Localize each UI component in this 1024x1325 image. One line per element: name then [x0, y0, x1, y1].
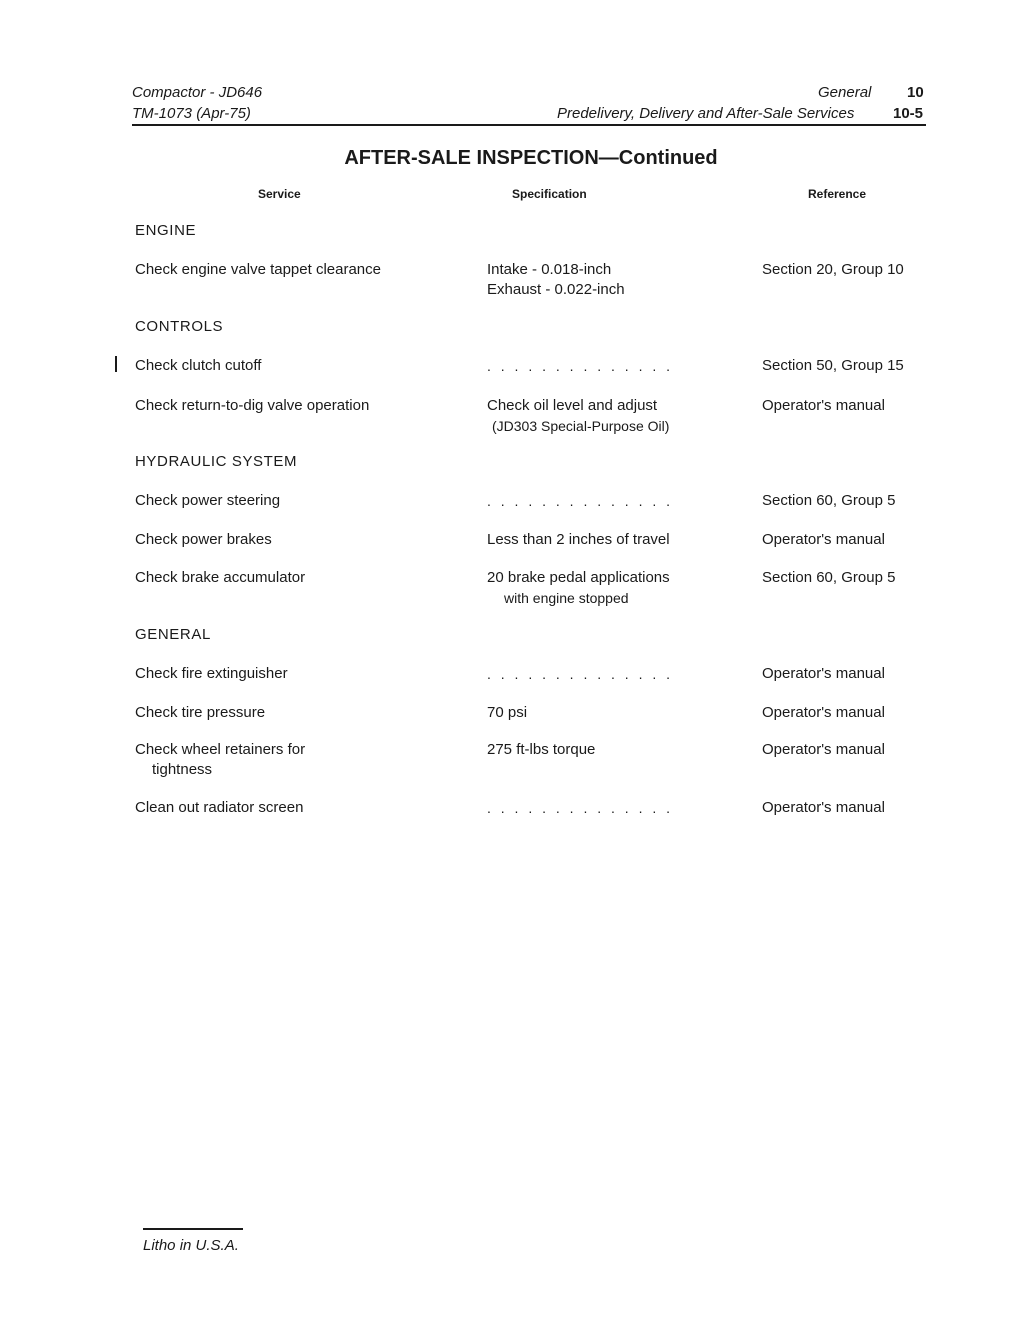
service-line: Check wheel retainers for [135, 741, 306, 758]
spec-value [487, 260, 625, 300]
column-header-service: Service [258, 187, 301, 201]
header-manual: TM-1073 (Apr-75) [132, 105, 251, 122]
reference-value: Operator's manual [762, 741, 885, 758]
section-heading-controls: CONTROLS [135, 318, 224, 335]
service-item: Check fire extinguisher [135, 665, 288, 682]
header-section-number: 10 [907, 84, 924, 101]
reference-value: Operator's manual [762, 665, 885, 682]
header-section-name: General [818, 84, 872, 101]
reference-value: Operator's manual [762, 397, 885, 414]
spec-value: 275 ft-lbs torque [487, 741, 596, 758]
spec-value: 70 psi [487, 704, 528, 721]
service-item: Check brake accumulator [135, 569, 306, 586]
header-rule [132, 124, 926, 126]
footer-litho: Litho in U.S.A. [143, 1237, 239, 1254]
reference-value: Operator's manual [762, 704, 885, 721]
service-item: Check power brakes [135, 531, 272, 548]
spec-line: Check oil level and adjust [487, 397, 658, 414]
column-header-specification: Specification [512, 187, 587, 201]
spec-dot-leader: . . . . . . . . . . . . . . [487, 358, 674, 374]
section-heading-hydraulic-system: HYDRAULIC SYSTEM [135, 453, 298, 470]
service-item [135, 740, 305, 780]
reference-value: Section 60, Group 5 [762, 492, 896, 509]
service-item: Clean out radiator screen [135, 799, 304, 816]
spec-line: with engine stopped [504, 590, 629, 606]
spec-value [487, 568, 670, 608]
spec-line: 20 brake pedal applications [487, 569, 670, 586]
header-page-number: 10-5 [893, 105, 924, 122]
section-heading-engine: ENGINE [135, 222, 197, 239]
spec-dot-leader: . . . . . . . . . . . . . . [487, 666, 674, 682]
service-item: Check return-to-dig valve operation [135, 397, 370, 414]
reference-value: Section 60, Group 5 [762, 569, 896, 586]
spec-value [487, 396, 669, 436]
revision-change-bar [115, 356, 117, 372]
page-title: AFTER-SALE INSPECTION—Continued [344, 147, 718, 169]
service-line: tightness [152, 761, 213, 778]
service-item: Check engine valve tappet clearance [135, 261, 381, 278]
reference-value: Section 50, Group 15 [762, 357, 904, 374]
footer-rule [143, 1228, 243, 1230]
reference-value: Operator's manual [762, 531, 885, 548]
service-item: Check clutch cutoff [135, 357, 262, 374]
service-item: Check power steering [135, 492, 281, 509]
spec-line: (JD303 Special-Purpose Oil) [492, 418, 670, 434]
section-heading-general: GENERAL [135, 626, 211, 643]
header-group-name: Predelivery, Delivery and After-Sale Services [557, 105, 855, 122]
spec-line: Exhaust - 0.022-inch [487, 281, 625, 298]
spec-dot-leader: . . . . . . . . . . . . . . [487, 800, 674, 816]
spec-dot-leader: . . . . . . . . . . . . . . [487, 493, 674, 509]
service-item: Check tire pressure [135, 704, 266, 721]
spec-line: Intake - 0.018-inch [487, 261, 612, 278]
spec-value: Less than 2 inches of travel [487, 531, 670, 548]
reference-value: Operator's manual [762, 799, 885, 816]
header-product: Compactor - JD646 [132, 84, 263, 101]
reference-value: Section 20, Group 10 [762, 261, 904, 278]
column-header-reference: Reference [808, 187, 867, 201]
